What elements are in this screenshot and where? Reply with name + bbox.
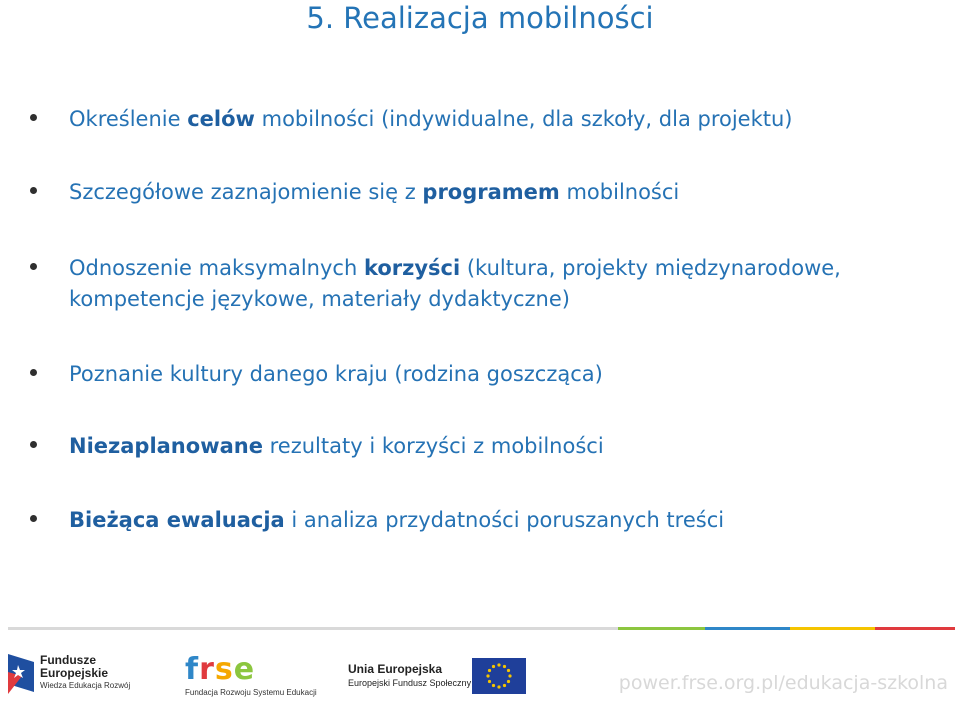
bullet-item-programme: Szczegółowe zaznajomienie się z programem mobilności (69, 177, 929, 208)
divider-segment-red (875, 627, 955, 630)
bullet-dot-icon (30, 187, 37, 194)
divider-segment-gray (8, 627, 618, 630)
bullet-dot-icon (30, 441, 37, 448)
footer-url: power.frse.org.pl/edukacja-szkolna (618, 672, 948, 694)
divider-segment-yellow (790, 627, 875, 630)
bullet-item-goals: Określenie celów mobilności (indywidualne, dla szkoły, dla projektu) (69, 104, 929, 135)
bullet-dot-icon (30, 515, 37, 522)
bullet-dot-icon (30, 369, 37, 376)
bullet-dot-icon (30, 114, 37, 121)
divider-segment-blue (705, 627, 790, 630)
bullet-item-unplanned-results: Niezaplanowane rezultaty i korzyści z mobilności (69, 431, 929, 462)
frse-logo: frse Fundacja Rozwoju Systemu Edukacji (185, 652, 317, 697)
bullet-dot-icon (30, 263, 37, 270)
bullet-item-culture: Poznanie kultury danego kraju (rodzina goszcząca) (69, 359, 929, 390)
fe-star-logo-icon (4, 652, 36, 696)
bullet-item-benefits: Odnoszenie maksymalnych korzyści (kultura, projekty międzynarodowe, kompetencje językowe, materiały dydaktyczne) (69, 253, 929, 315)
eu-flag-icon (472, 658, 526, 694)
unia-europejska-logo: Unia Europejska Europejski Fundusz Społeczny (348, 662, 528, 700)
divider-segment-green (618, 627, 705, 630)
footer-divider (0, 627, 960, 630)
fundusze-europejskie-logo: Fundusze Europejskie Wiedza Edukacja Rozwój (4, 652, 154, 698)
slide-title: 5. Realizacja mobilności (306, 1, 654, 35)
bullet-item-evaluation: Bieżąca ewaluacja i analiza przydatności poruszanych treści (69, 505, 929, 536)
